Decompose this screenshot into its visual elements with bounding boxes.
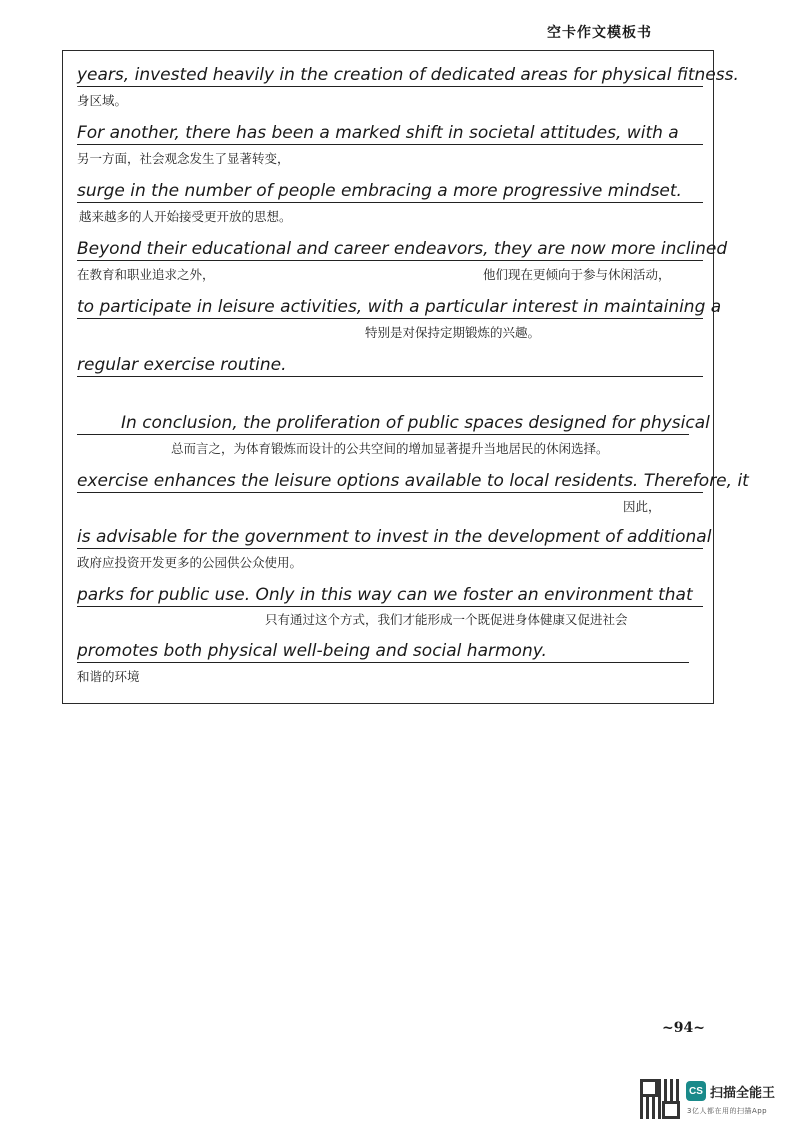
essay-line-zh: 总而言之，为体育锻炼而设计的公共空间的增加显著提升当地居民的休闲选择。 (171, 441, 609, 456)
essay-line-zh: 在教育和职业追求之外， (77, 267, 215, 282)
page-number: ~94~ (662, 1020, 705, 1036)
essay-line-zh: 越来越多的人开始接受更开放的思想。 (79, 209, 292, 224)
essay-line-en: years, invested heavily in the creation of dedicated areas for physical fitness. (77, 65, 739, 85)
essay-line-en: surge in the number of people embracing a more progressive mindset. (77, 181, 703, 203)
essay-line-zh: 他们现在更倾向于参与休闲活动， (483, 267, 671, 282)
essay-line-en: promotes both physical well-being and social harmony. (77, 641, 689, 663)
essay-line-en: For another, there has been a marked shift in societal attitudes, with a (77, 123, 703, 145)
essay-line-zh: 政府应投资开发更多的公园供公众使用。 (77, 555, 303, 570)
essay-line-en: exercise enhances the leisure options available to local residents. Therefore, it (77, 471, 749, 491)
essay-line-zh: 身区域。 (77, 93, 128, 108)
essay-line-zh: 另一方面，社会观念发生了显著转变， (77, 151, 290, 166)
essay-frame (62, 50, 749, 704)
essay-line-zh: 因此， (623, 499, 661, 514)
app-slogan: 3亿人都在用的扫描App (687, 1107, 768, 1115)
essay-line-en: Beyond their educational and career endeavors, they are now more inclined (77, 239, 728, 259)
essay-line-en: is advisable for the government to invest in the development of additional (77, 527, 712, 547)
essay-line-en: In conclusion, the proliferation of public spaces designed for physical (77, 413, 689, 435)
essay-line-en: to participate in leisure activities, with a particular interest in maintaining a (77, 297, 722, 317)
essay-line-en: regular exercise routine. (77, 355, 703, 377)
app-name: 扫描全能王 (710, 1086, 776, 1101)
essay-line-en: parks for public use. Only in this way can we foster an environment that (77, 585, 703, 607)
essay-line-zh: 和谐的环境 (77, 669, 140, 684)
essay-line-zh: 特别是对保持定期锻炼的兴趣。 (365, 325, 541, 340)
essay-line-zh: 只有通过这个方式，我们才能形成一个既促进身体健康又促进社会 (265, 612, 628, 627)
camscanner-logo-icon: CS (686, 1081, 706, 1101)
page-header-title: 空卡作文模板书 (547, 25, 652, 41)
scanner-watermark (640, 1079, 790, 1119)
qr-code-icon (640, 1079, 680, 1119)
